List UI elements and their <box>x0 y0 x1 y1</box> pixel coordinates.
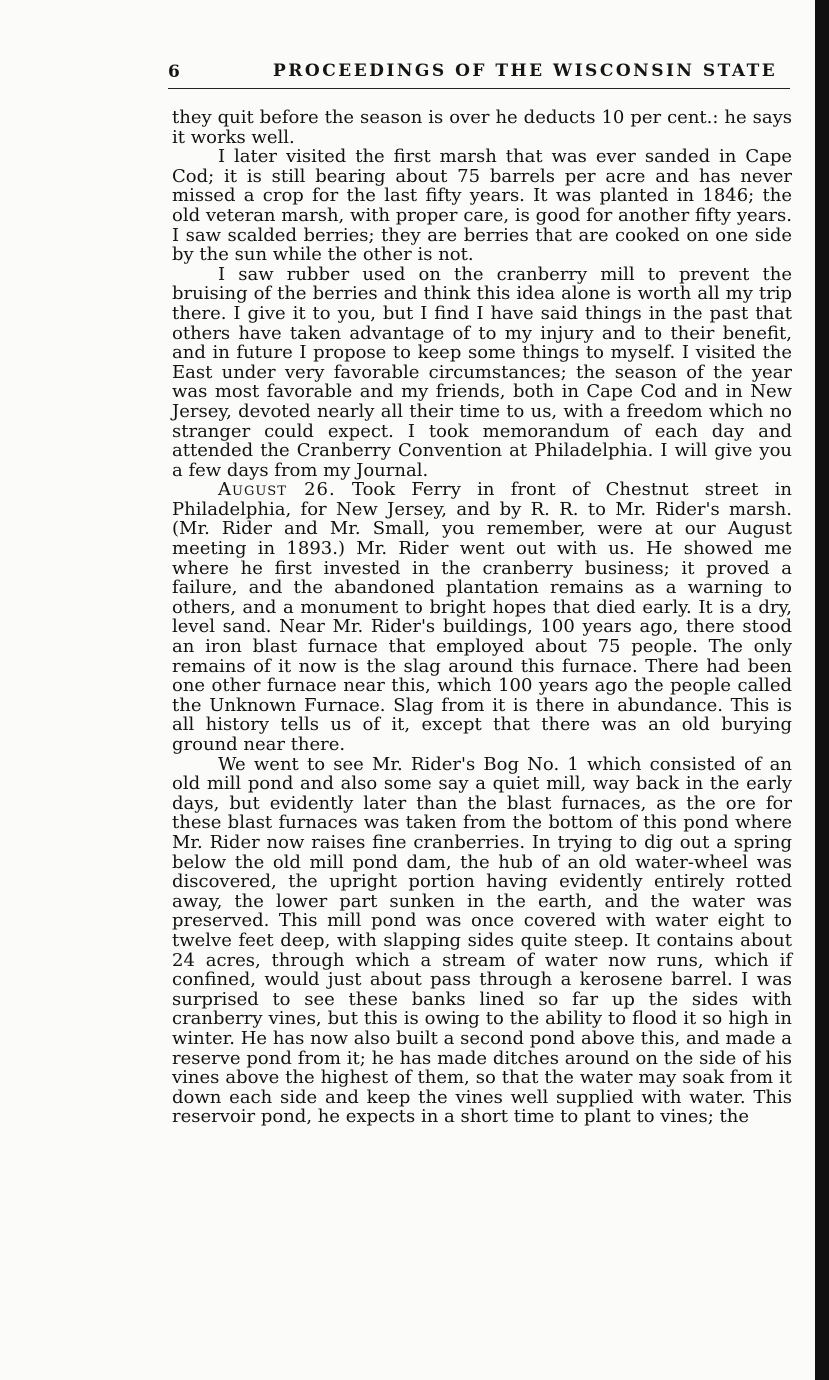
paragraph-5: We went to see Mr. Rider's Bog No. 1 which consisted of an old mill pond and also some say a quiet mill, way back in the early days, but evidently later than the blast furnaces, as the ore for these blast furnaces was taken from the bottom of this pond where Mr. Rider now raises fine cranberries. In trying to dig out a spring below the old mill pond dam, the hub of an old water-wheel was discovered, the upright portion having evidently entirely rotted away, the lower part sunken in the earth, and the water was preserved. This mill pond was once covered with water eight to twelve feet deep, with slapping sides quite steep. It contains about 24 acres, through which a stream of water now runs, which if confined, would just about pass through a kerosene barrel. I was surprised to see these banks lined so far up the sides with cranberry vines, but this is owing to the ability to flood it so high in winter. He has now also built a second pond above this, and made a reserve pond from it; he has made ditches around on the side of his vines above the highest of them, so that the water may soak from it down each side and keep the vines well supplied with water. This reservoir pond, he expects in a short time to plant to vines; the <box>172 753 792 1128</box>
body-text <box>172 108 792 1127</box>
paragraph-3: I saw rubber used on the cranberry mill to prevent the bruising of the berries and think this idea alone is worth all my trip there. I give it to you, but I find I have said things in the past that others have taken advantage of to my injury and to their benefit, and in future I propose to keep some things to myself. I visited the East under very favorable circumstances; the season of the year was most favorable and my friends, both in Cape Cod and in New Jersey, devoted nearly all their time to us, with a freedom which no stranger could expect. I took memorandum of each day and attended the Cranberry Convention at Philadelphia. I will give you a few days from my Journal. <box>172 263 792 481</box>
paragraph-4 <box>172 480 792 754</box>
paragraph-4-text: Took Ferry in front of Chestnut street in Philadelphia, for New Jersey, and by R. R. to Mr. Rider's marsh. (Mr. Rider and Mr. Small, you remember, were at our August meeting in 1893.) Mr. Rider went out with us. He showed me where he first invested in the cranberry business; it proved a failure, and the abandoned plantation remains as a warning to others, and a monument to bright hopes that died early. It is a dry, level sand. Near Mr. Rider's buildings, 100 years ago, there stood an iron blast furnace that employed about 75 people. The only remains of it now is the slag around this furnace. There had been one other furnace near this, which 100 years ago the people called the Unknown Furnace. Slag from it is there in abundance. This is all history tells us of it, except that there was an old burying ground near there. <box>172 479 792 755</box>
page-number: 6 <box>168 62 180 82</box>
journal-date: August 26. <box>218 479 336 501</box>
page-header <box>168 58 788 84</box>
running-head: PROCEEDINGS OF THE WISCONSIN STATE <box>273 61 778 81</box>
scan-edge-shadow <box>815 0 829 1380</box>
header-rule <box>168 88 790 89</box>
paragraph-2: I later visited the first marsh that was ever sanded in Cape Cod; it is still bearing about 75 barrels per acre and has never missed a crop for the last fifty years. It was planted in 1846; the old veteran marsh, with proper care, is good for another fifty years. I saw scalded berries; they are berries that are cooked on one side by the sun while the other is not. <box>172 146 792 266</box>
paragraph-1: they quit before the season is over he deducts 10 per cent.: he says it works well. <box>172 107 792 148</box>
